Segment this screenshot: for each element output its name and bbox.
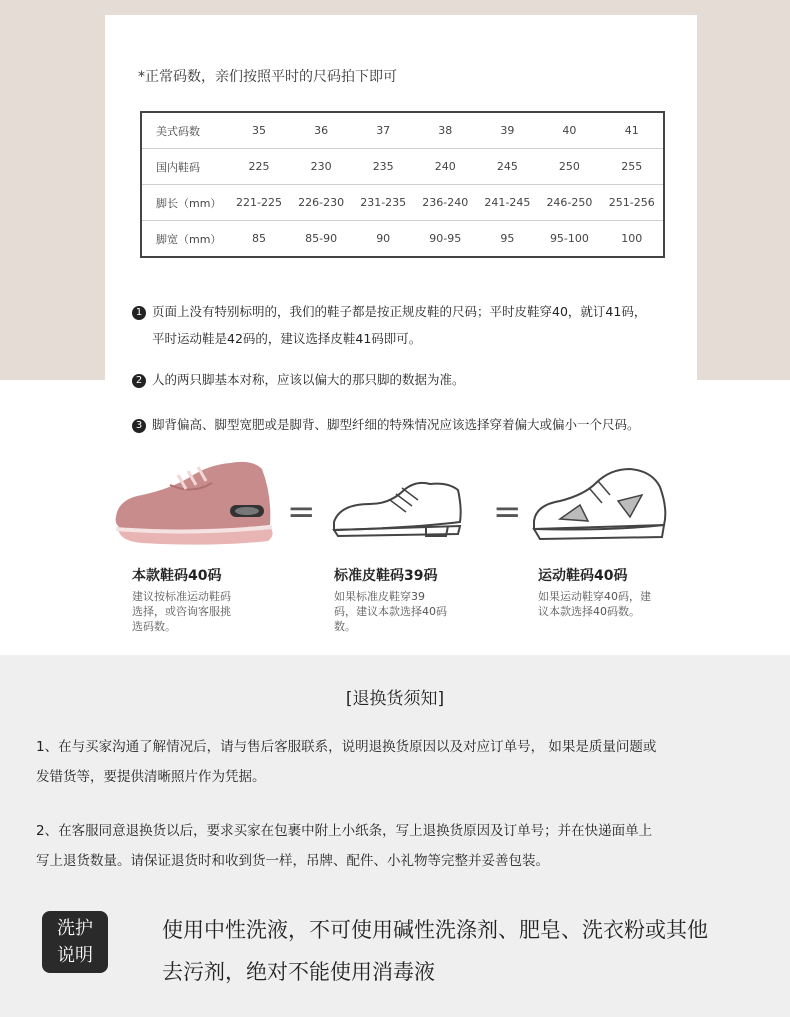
- compare-desc-1: [132, 589, 272, 634]
- tip-1: [132, 298, 646, 352]
- returns-paragraph-1: [36, 732, 766, 792]
- para-line: 发错货等，要提供清晰照片作为凭据。: [36, 769, 266, 785]
- table-cell: 230: [290, 149, 352, 185]
- wash-line: 使用中性洗液，不可使用碱性洗涤剂、肥皂、洗衣粉或其他: [162, 918, 708, 942]
- table-cell: 85: [252, 232, 267, 245]
- table-row: [141, 112, 664, 149]
- desc-line: 码，建议本款选择40码: [334, 605, 447, 618]
- row-label: 脚长（mm）: [141, 185, 228, 221]
- table-cell: 245: [476, 149, 538, 185]
- compare-title-3: 运动鞋码40码: [538, 568, 628, 584]
- desc-line: 如果标准皮鞋穿39: [334, 590, 425, 603]
- size-note: *正常码数，亲们按照平时的尺码拍下即可: [138, 69, 397, 85]
- table-cell: 41: [600, 112, 664, 149]
- table-cell: 85-90: [305, 232, 338, 245]
- wash-instructions: [162, 909, 762, 993]
- table-cell: 39: [476, 112, 538, 149]
- wash-badge: [42, 911, 108, 973]
- table-cell: 241-245: [476, 185, 538, 221]
- table-cell: 95: [500, 232, 515, 245]
- tip-text: 脚背偏高、脚型宽肥或是脚背、脚型纤细的特殊情况应该选择穿着偏大或偏小一个尺码。: [152, 417, 640, 432]
- desc-line: 如果运动鞋穿40码，建: [538, 590, 651, 603]
- table-cell: 240: [414, 149, 476, 185]
- tip-number-badge: 2: [132, 374, 146, 388]
- table-cell: 36: [290, 112, 352, 149]
- row-label: 脚宽（mm）: [156, 232, 222, 246]
- badge-line: 洗护: [57, 918, 93, 939]
- sport-shoe-image: [530, 465, 670, 545]
- table-cell: 231-235: [352, 185, 414, 221]
- table-cell: 100: [621, 232, 643, 245]
- table-cell: 235: [352, 149, 414, 185]
- compare-desc-3: [538, 589, 678, 619]
- tip-text: 平时运动鞋是42码的，建议选择皮鞋41码即可。: [152, 331, 422, 346]
- wash-line: 去污剂，绝对不能使用消毒液: [162, 960, 435, 984]
- tip-number-badge: 1: [132, 306, 146, 320]
- tip-text: 页面上没有特别标明的，我们的鞋子都是按正规皮鞋的尺码；平时皮鞋穿40，就订41码，: [152, 304, 647, 319]
- compare-title-1: 本款鞋码40码: [132, 568, 222, 584]
- table-cell: 90-95: [429, 232, 462, 245]
- table-row: [141, 149, 664, 185]
- table-cell: 251-256: [600, 185, 664, 221]
- returns-title: [退换货须知]: [345, 689, 445, 709]
- para-line: 写上退货数量。请保证退货时和收到货一样，吊牌、配件、小礼物等完整并妥善包装。: [36, 853, 549, 869]
- table-cell: 246-250: [538, 185, 600, 221]
- row-label: 美式码数: [141, 112, 228, 149]
- equals-sign: =: [287, 492, 316, 532]
- table-cell: 225: [228, 149, 290, 185]
- para-line: 2、在客服同意退换货以后，要求买家在包裹中附上小纸条，写上退换货原因及订单号；并在快递面单上: [36, 823, 653, 839]
- desc-line: 议本款选择40码数。: [538, 605, 640, 618]
- table-cell: 37: [352, 112, 414, 149]
- table-cell: 38: [414, 112, 476, 149]
- table-row: [141, 221, 664, 258]
- table-cell: 221-225: [228, 185, 290, 221]
- tip-3: [132, 411, 640, 438]
- badge-line: 说明: [57, 945, 93, 966]
- table-cell: 255: [600, 149, 664, 185]
- knit-sneaker-image: [112, 455, 277, 550]
- tip-number-badge: 3: [132, 419, 146, 433]
- table-cell: 250: [538, 149, 600, 185]
- row-label: 国内鞋码: [141, 149, 228, 185]
- para-line: 1、在与买家沟通了解情况后，请与售后客服联系，说明退换货原因以及对应订单号， 如果是质量问题或: [36, 739, 657, 755]
- equals-sign: =: [493, 492, 522, 532]
- desc-line: 数。: [334, 620, 356, 633]
- desc-line: 选码数。: [132, 620, 176, 633]
- table-cell: 236-240: [414, 185, 476, 221]
- tip-2: [132, 366, 465, 393]
- desc-line: 选择，或咨询客服挑: [132, 605, 231, 618]
- table-cell: 40: [538, 112, 600, 149]
- table-cell: 35: [228, 112, 290, 149]
- size-table: [140, 111, 665, 258]
- table-cell: 226-230: [290, 185, 352, 221]
- returns-paragraph-2: [36, 816, 766, 876]
- table-row: [141, 185, 664, 221]
- desc-line: 建议按标准运动鞋码: [132, 590, 231, 603]
- table-cell: 95-100: [549, 232, 589, 245]
- table-cell: 90: [376, 232, 391, 245]
- compare-desc-2: [334, 589, 474, 634]
- compare-title-2: 标准皮鞋码39码: [334, 568, 438, 584]
- tip-text: 人的两只脚基本对称，应该以偏大的那只脚的数据为准。: [152, 372, 465, 387]
- leather-shoe-image: [330, 478, 465, 540]
